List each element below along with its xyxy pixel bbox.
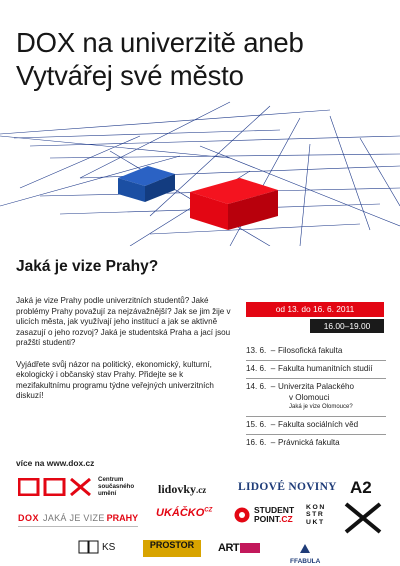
schedule-divider [246, 360, 386, 361]
ukacko-logo: $UKÁČKO^{CZ}$ [156, 507, 213, 519]
more-info-line [16, 458, 94, 468]
logo-underline [18, 526, 138, 528]
date-range-badge: od 13. do 16. 6. 2011 [246, 302, 384, 317]
dox-jaka-je-vize-prahy-logo: DOX JAKÁ JE VIZE PRAHY [18, 513, 139, 523]
more-info-prefix: více na [16, 458, 45, 468]
schedule-divider [246, 416, 386, 417]
dox-wordmark-icon [18, 478, 92, 496]
city-grid-illustration [0, 96, 400, 246]
schedule-item-text-line2: v Olomouci [289, 392, 330, 402]
time-range-badge: 16.00–19.00 [310, 319, 384, 333]
dox-logo: Centrum současného umění [18, 476, 134, 497]
art-logo: ART [218, 542, 260, 554]
intro-paragraph-2: Vyjádřete svůj názor na politický, ekonomický, kulturní, ekologický i občanský stav Prahy. Přidejte se k mezifakultnímu programu týdne veřejných univerzitních diskuzí! [16, 359, 214, 401]
x-mark-logo-icon [342, 502, 384, 534]
a2-logo: A2 [350, 478, 372, 497]
lidove-noviny-logo: LIDOVÉ NOVINY [238, 481, 337, 493]
student-point-logo: STUDENT POINT.CZ [234, 506, 294, 523]
ks-logo: KS [78, 540, 115, 554]
konstrukt-logo: KON STR UKT [306, 504, 326, 526]
blue-cube [118, 166, 175, 202]
headline-line-1: DOX na univerzitě aneb [16, 27, 304, 58]
prostor-logo: PROSTOR [143, 540, 201, 557]
schedule-item: 13. 6. – Filosofická fakulta [246, 346, 343, 355]
schedule-item: 14. 6. – Univerzita Palackého v Olomouci Jaká je vize Olomouce? [246, 382, 396, 412]
intro-text [16, 296, 234, 413]
schedule-item: 14. 6. – Fakulta humanitních studií [246, 364, 373, 373]
intro-paragraph-1: Jaká je vize Prahy podle univerzitních studentů? Jaké problémy Prahy považují za nejzávažnější? Jak se jim žije v ulicích města, jak využívají jeho institucí a jak se aktivně zasazují o jeho rozvoj? Jaká je studentská Praha a jací jsou pražští studenti? [16, 296, 231, 348]
student-point-circle-icon [234, 507, 250, 523]
red-cube [190, 178, 278, 230]
schedule-item: 15. 6. – Fakulta sociálních věd [246, 420, 359, 429]
ffabula-tower-icon [298, 544, 312, 553]
ffabula-logo: FFABULA [290, 540, 320, 565]
schedule-item-text: Univerzita Palackého [278, 382, 355, 391]
website-link[interactable]: www.dox.cz [46, 458, 95, 468]
schedule-item-subtitle: Jaká je vize Olomouce? [289, 404, 353, 410]
schedule-item: 16. 6. – Právnická fakulta [246, 438, 340, 447]
schedule-divider [246, 378, 386, 379]
section-heading: Jaká je vize Prahy? [16, 258, 159, 275]
lidovky-logo: lidovky.cz [158, 482, 207, 496]
poster-headline [16, 26, 386, 92]
ks-book-icon [78, 540, 100, 554]
art-color-block [240, 543, 260, 553]
headline-line-2: Vytvářej své město [16, 60, 244, 91]
schedule-divider [246, 434, 386, 435]
